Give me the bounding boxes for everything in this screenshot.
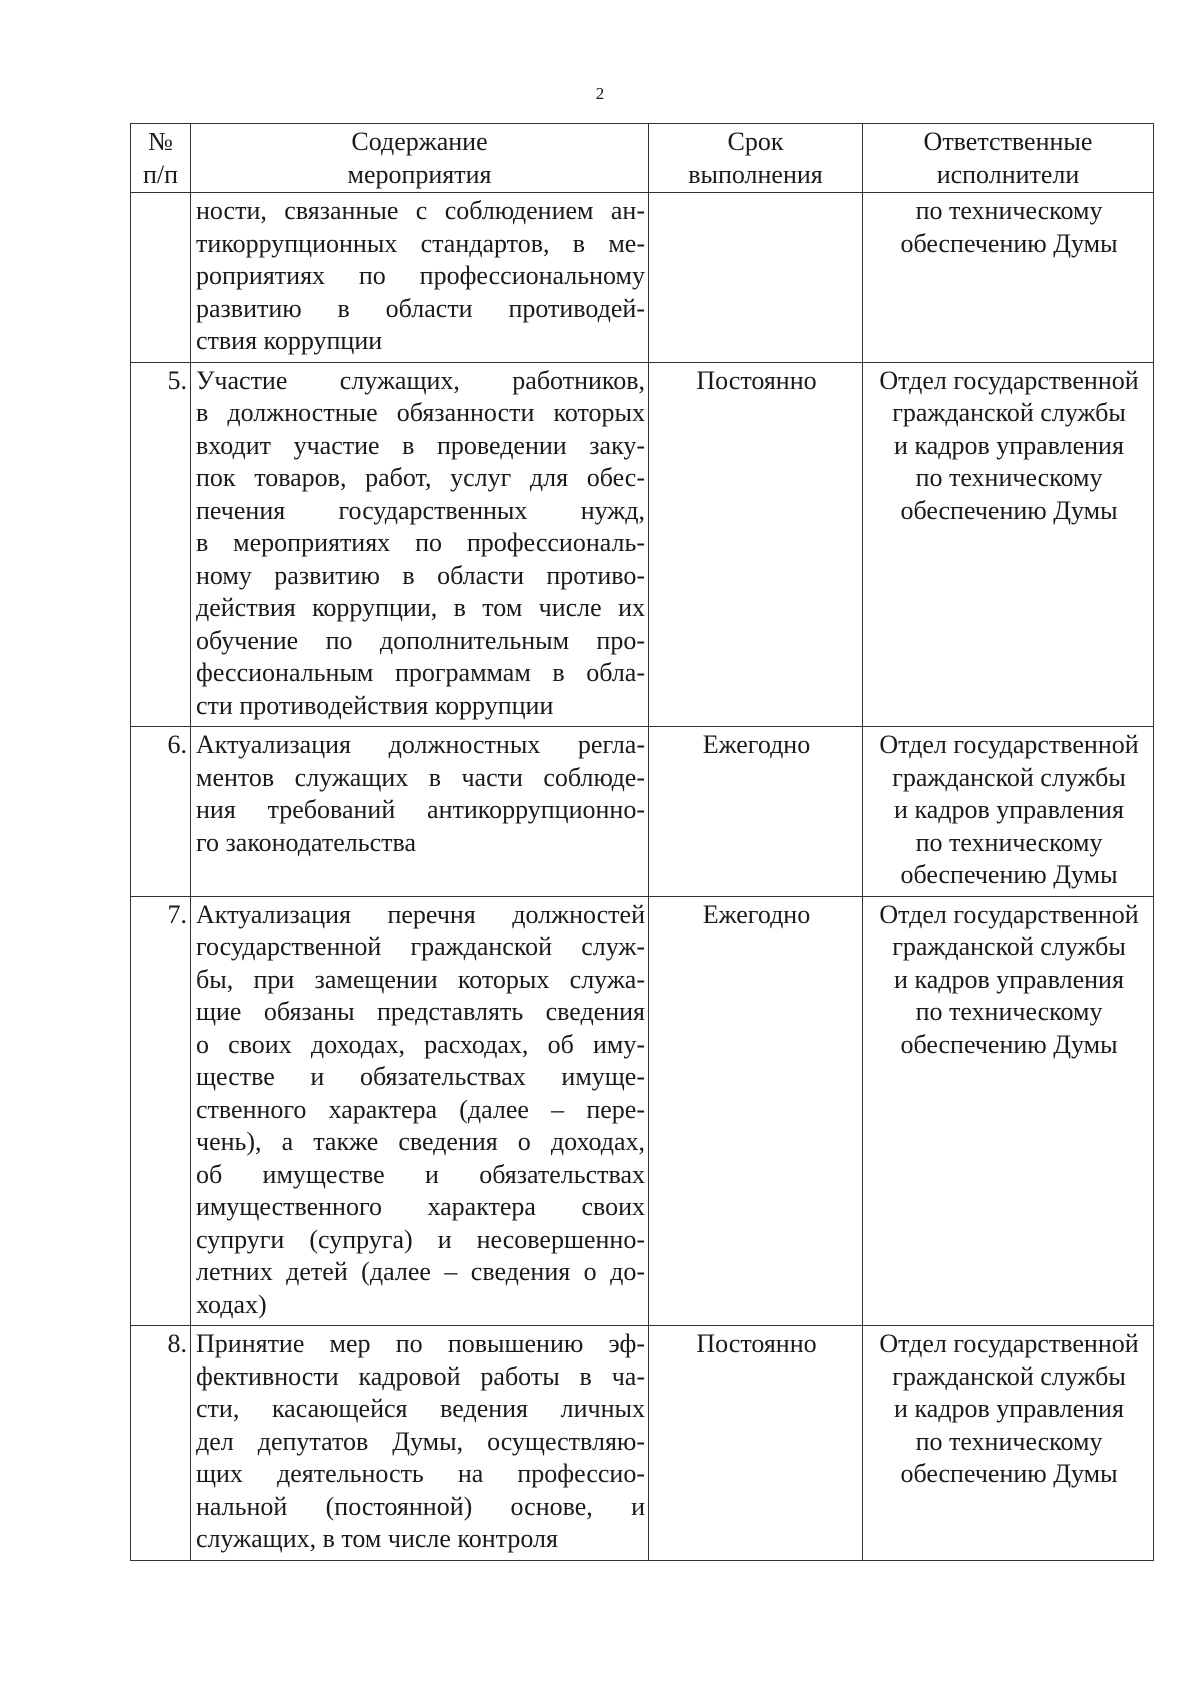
content-line: ствия коррупции	[196, 326, 383, 355]
content-line: Актуализация должностных регла-	[196, 730, 645, 759]
responsible-line: гражданской службы	[892, 1361, 1126, 1391]
content-line: сти, касающейся ведения личных	[196, 1394, 645, 1423]
execution-term: Ежегодно	[649, 896, 863, 1326]
content-line: роприятиях по профессиональному	[196, 261, 645, 290]
content-line: чень), а также сведения о доходах,	[196, 1127, 645, 1156]
responsible-line: по техническому	[915, 463, 1103, 492]
content-line: ственного характера (далее – пере-	[196, 1094, 645, 1124]
content-line: фективности кадровой работы в ча-	[196, 1361, 645, 1391]
table-row	[131, 1326, 1154, 1561]
content-line: го законодательства	[196, 827, 417, 857]
header-term	[649, 124, 863, 193]
content-line: служащих, в том числе контроля	[196, 1524, 558, 1553]
measure-content	[191, 193, 649, 363]
content-line: развитию в области противодей-	[196, 293, 645, 323]
responsible-line: по техническому	[915, 196, 1103, 225]
row-number: 6.	[131, 727, 191, 897]
page-number: 2	[595, 84, 605, 103]
content-line: ментов служащих в части соблюде-	[196, 762, 645, 792]
header-content-line: мероприятия	[347, 159, 492, 189]
header-content	[191, 124, 649, 193]
content-line: имущественного характера своих	[196, 1192, 645, 1221]
content-line: Участие служащих, работников,	[196, 365, 645, 395]
content-line: бы, при замещении которых служа-	[196, 964, 645, 994]
header-responsible	[863, 124, 1154, 193]
header-term-line: Срок	[727, 127, 784, 156]
content-line: дел депутатов Думы, осуществляю-	[196, 1426, 645, 1456]
content-line: действия коррупции, в том числе их	[196, 593, 645, 622]
responsible-executors	[863, 727, 1154, 897]
responsible-executors	[863, 193, 1154, 363]
header-num	[131, 124, 191, 193]
header-row	[131, 124, 1154, 193]
content-line: об имуществе и обязательствах	[196, 1159, 645, 1189]
content-line: пок товаров, работ, услуг для обес-	[196, 463, 645, 492]
responsible-line: обеспечению Думы	[900, 228, 1118, 258]
table-row	[131, 727, 1154, 897]
content-line: щих деятельность на профессио-	[196, 1459, 645, 1488]
row-number: 7.	[131, 896, 191, 1326]
row-number: 8.	[131, 1326, 191, 1561]
content-line: обучение по дополнительным про-	[196, 625, 645, 655]
responsible-line: и кадров управления	[894, 430, 1124, 460]
content-line: тикоррупционных стандартов, в ме-	[196, 228, 645, 258]
content-line: ности, связанные с соблюдением ан-	[196, 196, 645, 225]
content-line: щие обязаны представлять сведения	[196, 997, 645, 1026]
measure-content	[191, 362, 649, 727]
execution-term: Ежегодно	[649, 727, 863, 897]
responsible-line: и кадров управления	[894, 964, 1124, 994]
header-num-line: п/п	[142, 159, 179, 189]
row-number: 5.	[131, 362, 191, 727]
measure-content	[191, 727, 649, 897]
responsible-line: гражданской службы	[892, 398, 1126, 427]
content-line: в должностные обязанности которых	[196, 398, 645, 427]
responsible-line: и кадров управления	[894, 1394, 1124, 1423]
responsible-line: обеспечению Думы	[900, 495, 1118, 525]
responsible-line: по техническому	[915, 1426, 1103, 1456]
header-responsible-line: Ответственные	[923, 127, 1093, 156]
responsible-line: обеспечению Думы	[900, 860, 1118, 889]
content-line: о своих доходах, расходах, об иму-	[196, 1029, 645, 1059]
responsible-executors	[863, 362, 1154, 727]
responsible-line: Отдел государственной	[879, 899, 1139, 929]
responsible-line: по техническому	[915, 997, 1103, 1026]
header-responsible-line: исполнители	[936, 159, 1080, 189]
content-line: ществе и обязательствах имуще-	[196, 1062, 645, 1091]
table-row	[131, 362, 1154, 727]
table-row	[131, 896, 1154, 1326]
measures-table	[130, 123, 1154, 1561]
measure-content	[191, 896, 649, 1326]
content-line: ному развитию в области противо-	[196, 560, 645, 590]
table-body	[131, 193, 1154, 1561]
content-line: супруги (супруга) и несовершенно-	[196, 1224, 645, 1254]
responsible-line: Отдел государственной	[879, 1329, 1139, 1358]
execution-term	[649, 193, 863, 363]
responsible-line: Отдел государственной	[879, 365, 1139, 395]
responsible-executors	[863, 896, 1154, 1326]
responsible-line: гражданской службы	[892, 932, 1126, 961]
responsible-line: обеспечению Думы	[900, 1029, 1118, 1059]
header-term-line: выполнения	[688, 159, 823, 189]
responsible-line: и кадров управления	[894, 795, 1124, 824]
responsible-line: по техническому	[915, 827, 1103, 857]
content-line: ходах)	[196, 1289, 267, 1319]
row-number	[131, 193, 191, 363]
content-line: фессиональным программам в обла-	[196, 658, 645, 687]
content-line: летних детей (далее – сведения о до-	[196, 1257, 645, 1286]
execution-term: Постоянно	[649, 362, 863, 727]
header-content-line: Содержание	[351, 127, 488, 156]
responsible-line: обеспечению Думы	[900, 1459, 1118, 1488]
content-line: ния требований антикоррупционно-	[196, 795, 645, 824]
content-line: в мероприятиях по профессиональ-	[196, 528, 645, 557]
responsible-executors	[863, 1326, 1154, 1561]
table-header	[131, 124, 1154, 193]
content-line: нальной (постоянной) основе, и	[196, 1491, 645, 1521]
content-line: Актуализация перечня должностей	[196, 899, 645, 929]
responsible-line: Отдел государственной	[879, 730, 1139, 759]
content-line: сти противодействия коррупции	[196, 690, 554, 720]
content-line: входит участие в проведении заку-	[196, 430, 645, 460]
responsible-line: гражданской службы	[892, 762, 1126, 792]
content-line: печения государственных нужд,	[196, 495, 645, 525]
measure-content	[191, 1326, 649, 1561]
header-num-line: №	[148, 127, 173, 156]
content-line: государственной гражданской служ-	[196, 932, 645, 961]
execution-term: Постоянно	[649, 1326, 863, 1561]
table-row	[131, 193, 1154, 363]
content-line: Принятие мер по повышению эф-	[196, 1329, 645, 1358]
